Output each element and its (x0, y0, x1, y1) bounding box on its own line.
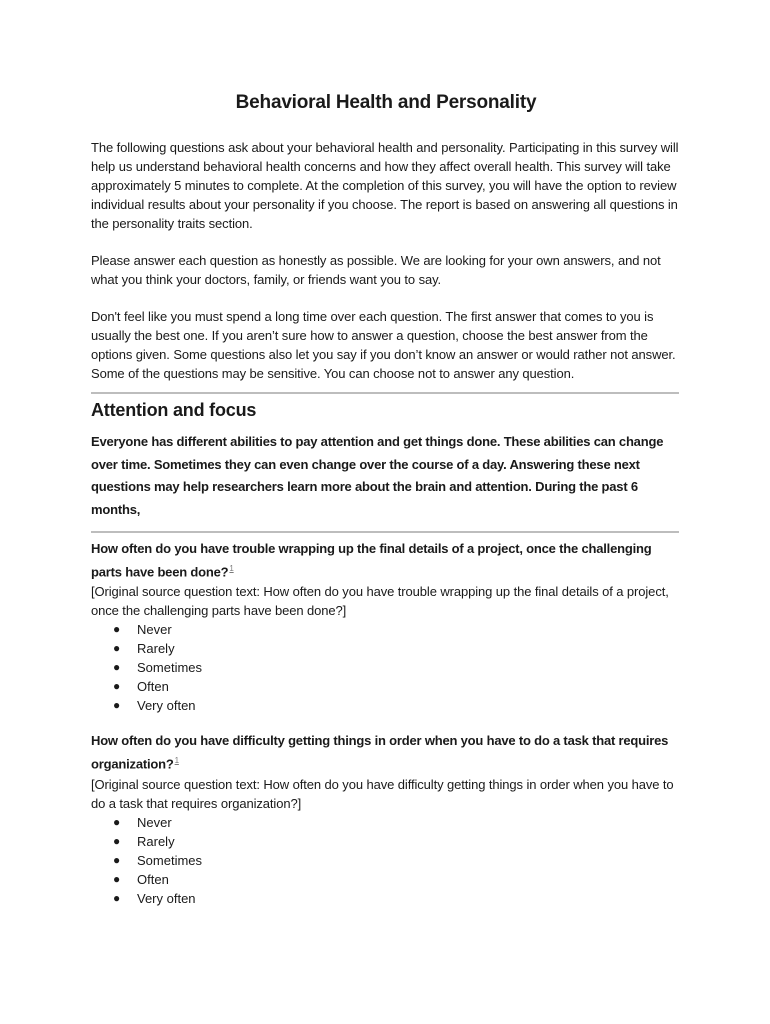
bullet-icon: ● (113, 833, 121, 848)
answer-option-label: Rarely (137, 641, 175, 657)
answer-option-label: Never (137, 622, 172, 638)
question-block (91, 539, 681, 715)
footnote-link[interactable]: 1 (229, 564, 234, 573)
question-block (91, 731, 681, 907)
answer-option (91, 889, 681, 908)
question-text-label: How often do you have trouble wrapping up the final details of a project, once the challenging parts have been done? (91, 541, 652, 580)
footnote-link[interactable]: 1 (174, 756, 179, 766)
answer-option (91, 870, 681, 889)
answer-option (91, 639, 681, 658)
answer-option (91, 851, 681, 870)
bullet-icon: ● (113, 890, 121, 905)
bullet-icon: ● (113, 660, 121, 675)
answer-option (91, 658, 681, 677)
page-title: Behavioral Health and Personality (235, 92, 537, 113)
answer-option-label: Rarely (137, 833, 175, 849)
answer-option (91, 832, 681, 851)
section-heading: Attention and focus (91, 400, 257, 420)
answer-option (91, 677, 681, 696)
bullet-icon: ● (113, 871, 121, 886)
answer-option (91, 813, 681, 832)
answer-option-label: Sometimes (137, 660, 203, 676)
answer-option (91, 696, 681, 715)
answer-option (91, 620, 681, 639)
section-divider (91, 392, 679, 394)
question-text-label: How often do you have difficulty getting things in order when you have to do a task that requires organization? (91, 733, 669, 772)
answer-option-label: Often (137, 871, 169, 887)
section-divider (91, 531, 679, 533)
answer-options (91, 813, 681, 908)
answer-option-label: Very often (137, 890, 196, 906)
intro-paragraph: Please answer each question as honestly as possible. We are looking for your own answers, and not what you think your doctors, family, or friends want you to say. (91, 253, 661, 287)
question-source-text: [Original source question text: How often do you have trouble wrapping up the final details of a project, once the challenging parts have been done?] (91, 584, 669, 619)
question-source-text: [Original source question text: How often do you have difficulty getting things in order when you have to do a task that requires organization?] (91, 776, 674, 811)
answer-option-label: Very often (137, 698, 196, 714)
bullet-icon: ● (113, 814, 121, 829)
intro-paragraph: The following questions ask about your behavioral health and personality. Participating in this survey will help us understand behavioral health concerns and how they affect overall health. This survey will take approximately 5 minutes to complete. At the completion of this survey, you will have the option to review individual results about your personality if you choose. The report is based on answering all questions in the personality traits section. (91, 140, 679, 231)
bullet-icon: ● (113, 852, 121, 867)
intro-paragraph: Don't feel like you must spend a long time over each question. The first answer that comes to you is usually the best one. If you aren’t sure how to answer a question, choose the best answer from the options given. Some questions also let you say if you don’t know an answer or would rather not answer. Some of the questions may be sensitive. You can choose not to answer any question. (91, 309, 676, 381)
bullet-icon: ● (113, 698, 121, 713)
document-content (91, 92, 681, 924)
bullet-icon: ● (113, 679, 121, 694)
bullet-icon: ● (113, 641, 121, 656)
answer-options (91, 620, 681, 715)
answer-option-label: Often (137, 679, 169, 695)
answer-option-label: Sometimes (137, 852, 203, 868)
answer-option-label: Never (137, 814, 172, 830)
section-intro: Everyone has different abilities to pay attention and get things done. These abilities can change over time. Sometimes they can even change over the course of a day. Answering these next questions may help researchers learn more about the brain and attention. During the past 6 months, (91, 434, 664, 517)
question-text (91, 539, 681, 582)
bullet-icon: ● (113, 622, 121, 637)
question-text (91, 731, 681, 774)
